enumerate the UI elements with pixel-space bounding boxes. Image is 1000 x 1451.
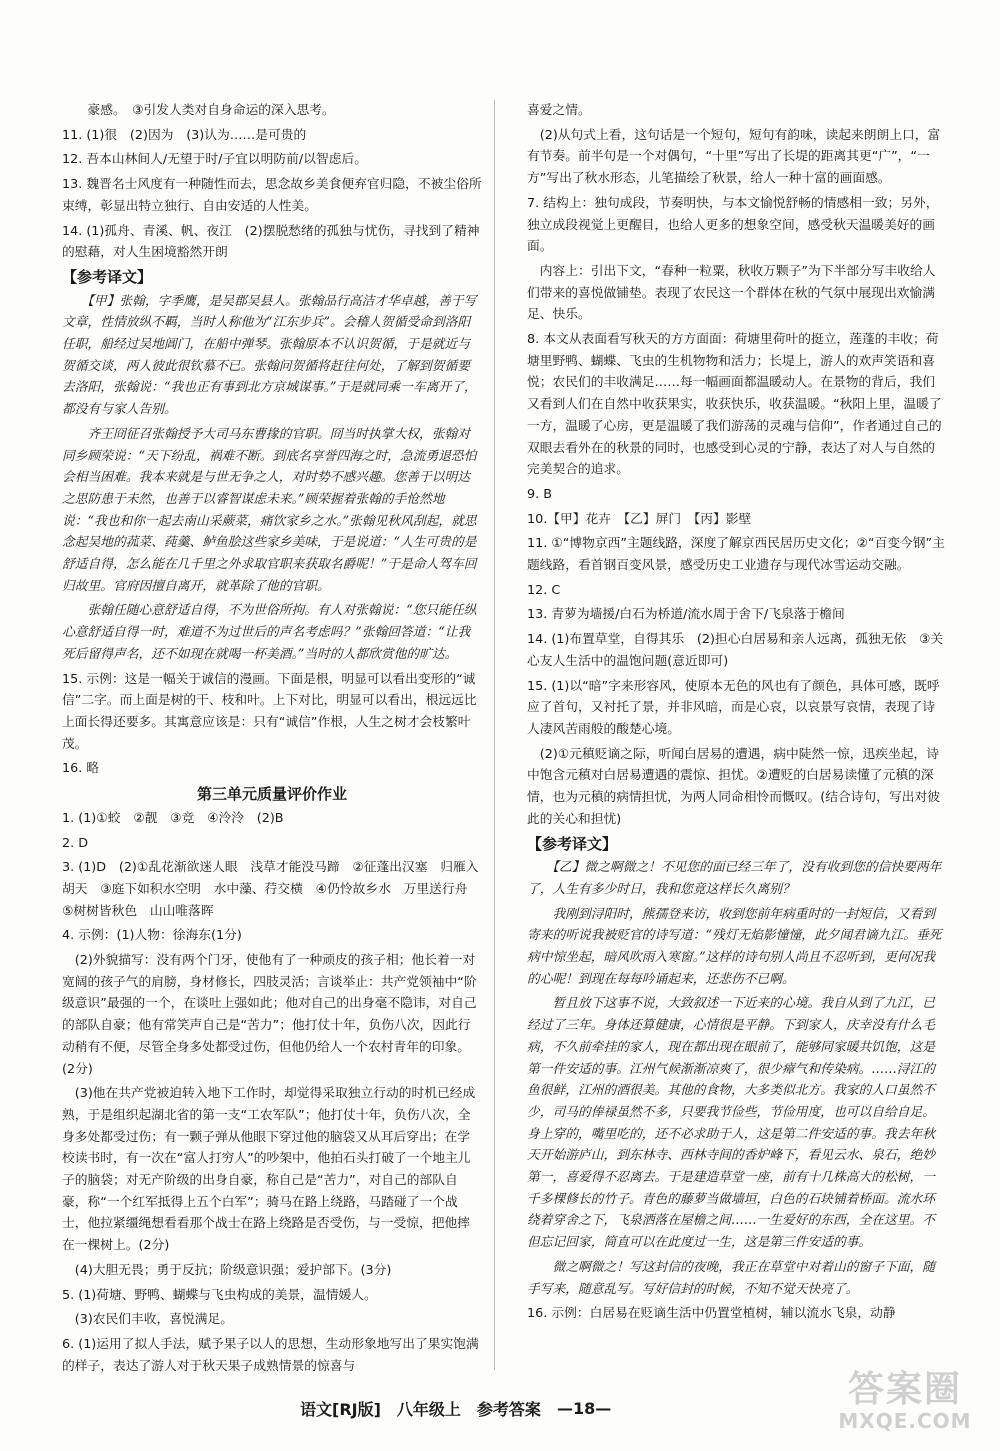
answer-item: 15. (1)以“暗”字来形容风，使原本无色的风也有了颜色，具体可感，既呼应了首句，又衬托了景，并非风暗，而是心哀，以哀景写哀情，表现了诗人凄风苦雨般的酸楚心境。 [527,678,940,737]
answer-item: 7. 结构上：独句成段，节奏明快，与本文愉悦舒畅的情感相一致；另外，独立成段视觉上更醒目，也给人更多的想象空间，感受秋天温暖美好的画面。 [527,195,939,255]
answer-item: 8. 本文从表面看写秋天的方方面面：荷塘里荷叶的挺立，莲蓬的丰收；荷塘里野鸭、蝴蝶、飞虫的生机物物和活力；长堤上，游人的欢声笑语和喜悦；农民们的丰收满足……每一幅画面都温暖动人。在景物的背后，我们又看到人们在自然中收获果实，收获快乐，收获温暖。“秋阳上里，温暖了一方，温暖了心房，更是温暖了我们游荡的灵魂与信仰”，作者通过自己的双眼去看外在的秋景的同时，也感受到心灵的宁静，表达了对人与自然的完美契合的追求。 [527,332,942,478]
answer-item: 13. 青萝为墙援/白石为桥道/流水周于舍下/飞泉落于檐间 [527,607,845,623]
answer-item: 11. ①“博物京西”主题线路，深度了解京西民居历史文化；②“百变今钢”主题线路，看首钢百变风景，感受历史工业遗存与现代冰雪运动交融。 [527,536,945,574]
unit-title: 第三单元质量评价作业 [196,785,347,804]
answer-item: 内容上：引出下文，“春种一粒粟，秋收万颗子”为下半部分写丰收给人们带来的喜悦做铺垫。表现了农民这一个群体在秋的气氛中展现出欢愉满足、快乐。 [527,263,936,323]
watermark-domain: MXQE.COM [838,1409,972,1433]
footer-subject: 语文[RJ版] [300,1400,381,1419]
answer-item: 喜爱之情。 [527,103,591,118]
answer-item: (2)①元稹贬谪之际，听闻白居易的遭遇，病中陡然一惊，迅疾坐起，诗中饱含元稹对白居易遭遇的震惊、担忧。②遭贬的白居易读懂了元稹的深情，也为元稹的病情担忧，为两人同命相怜而慨叹。(结合诗句，写出对彼此的关心和担忧) [527,746,940,827]
answer-item: 9. B [527,486,552,502]
translation-paragraph: 齐王冏征召张翰授予大司马东曹掾的官职。冏当时执掌大权，张翰对同乡顾荣说：“天下纷乱，祸难不断。到底名享誉四海之时，急流勇退恐怕会相当困难。我本来就是与世无争之人，对时势不感兴趣。您善于以明达之思防患于未然，也善于以睿智谋虑未来。”顾荣握着张翰的手怆然地说：“我也和你一起去南山采蕨菜，痛饮家乡之水。”张翰见秋风刮起，就思念起吴地的菰菜、莼羹、鲈鱼脍这些家乡美味，于是说道：“人生可贵的是舒适自得，怎么能在几千里之外求取官职来获取名爵呢！”于是命人驾车回归故里。官府因擅自离开，就革除了他的官职。 [62,426,477,594]
answer-item: (3)农民们丰收，喜悦满足。 [62,1312,234,1328]
translation-paragraph: 我刚到浔阳时，熊孺登来访，收到您前年病重时的一封短信，又看到寄来的听说我被贬官的诗写道：“残灯无焰影憧憧，此夕闻君谪九江。垂死病中惊坐起，暗风吹雨入寒窗。”这样的诗句别人尚且不忍听到，更何况我的心呢！到现在每每吟诵起来，还悲伤不已啊。 [527,906,942,987]
answer-item: 4. 示例：(1)人物：徐海东(1分) [62,928,242,944]
answer-item: 12. C [527,582,561,598]
answer-item: 1. (1)①蛟 ②靓 ③竞 ④泠泠 (2)B [62,810,284,826]
answer-item: (4)大胆无畏；勇于反抗；阶级意识强；爱护部下。(3分) [62,1262,392,1278]
answer-item: 豪感。 ③引发人类对自身命运的深入思考。 [62,103,335,118]
section-heading: 【参考译文】 [62,267,153,286]
column-divider [494,100,495,1370]
answer-item: 11. (1)很 (2)因为 (3)认为……是可贵的 [62,127,307,143]
answer-item: (2)外貌描写：没有两个门牙，使他有了一种顽皮的孩子相；他长着一对宽阔的孩子气的肩膀，身材修长，四肢灵活；言谈举止：共产党领袖中“阶级意识”最强的一个，在谈吐上强如此；他对自己的出身毫不隐讳，对自己的部队自豪；他有常笑声自己是“苦力”；他打仗十年，负伤八次，因此行动稍有不便，尽管全身多处都受过伤，但他仍给人一个农村青年的印象。(2分) [62,953,477,1077]
answer-item: 6. (1)运用了拟人手法，赋予果子以人的思想，生动形象地写出了果实饱满的样子，表达了游人对于秋天果子成熟情景的惊喜与 [62,1336,479,1374]
section-heading: 【参考译文】 [527,834,618,853]
site-watermark [830,1370,980,1440]
answer-item: 12. 吾本山林间人/无望于时/子宜以明防前/以智虑后。 [62,152,367,168]
answer-item: 16. 略 [62,761,100,777]
page-footer [300,1397,720,1420]
footer-grade: 八年级上 [396,1400,461,1419]
answer-item: 16. 示例：白居易在贬谪生活中仍置堂植树，辅以流水飞泉，动静 [527,1306,896,1322]
translation-paragraph: 张翰任随心意舒适自得，不为世俗所拘。有人对张翰说：“您只能任纵心意舒适自得一时，难道不为过世后的声名考虑吗？”张翰回答道：“让我死后留得声名，还不如现在就喝一杯美酒。”当时的人都欣赏他的旷达。 [62,603,477,662]
answer-item: 14. (1)孤舟、青溪、帆、夜江 (2)摆脱愁绪的孤独与忧伤，寻找到了精神的慰藉，对人生困境豁然开朗 [62,223,480,261]
page-number: —18— [556,1399,612,1418]
left-column [62,100,482,1380]
translation-paragraph: 【甲】张翰，字季鹰，是吴郡吴县人。张翰品行高洁才华卓越，善于写文章，性情放纵不羁，当时人称他为“江东步兵”。会稽人贺循受命到洛阳任职，船经过吴地阊门，在船中弹琴。张翰原本不认识贺循，于是就近与贺循交谈，两人彼此很钦慕不已。张翰问贺循将赶往何处，了解到贺循要去洛阳，张翰说：“我也正有事到北方京城谋事。”于是就同乘一车离开了，都没有与家人告别。 [62,293,477,418]
watermark-logo-text: 答案圈 [847,1369,962,1410]
answer-item: 13. 魏晋名士风度有一种随性而去，思念故乡美食便弃官归隐，不被尘俗所束缚，彰显出特立独行、自由安适的人性美。 [62,177,482,214]
answer-item: 3. (1)D (2)①乱花渐欲迷人眼 浅草才能没马蹄 ②征蓬出汉塞 归雁入胡天 ③庭下如积水空明 水中藻、荇交横 ④仍怜故乡水 万里送行舟 ⑤树树皆秋色 山山唯落晖 [62,860,481,919]
answer-item: (2)从句式上看，这句话是一个短句，短句有韵味，读起来朗朗上口，富有节奏。前半句是一个对偶句，“十里”写出了长堤的距离其更“广”，“一方”写出了秋水形态，儿笔描绘了秋景，给人一种十富的画面感。 [527,127,941,187]
answer-item: 2. D [62,835,89,851]
translation-paragraph: 暂且放下这事不说，大致叙述一下近来的心境。我自从到了九江，已经过了三年。身体还算健康，心情很是平静。下到家人，庆幸没有什么毛病，不久前牵挂的家人，现在都出现在眼前了，能够同家暖共饥饱，这是第一件安适的事。江州气候渐渐凉爽了，很少瘴气和传染病。……浔江的鱼很鲜，江州的酒很美。其他的食物，大多类似北方。我家的人口虽然不少，司马的俸禄虽然不多，只要我节俭些，节俭用度，也可以自给自足。身上穿的，嘴里吃的，还不必求助于人，这是第二件安适的事。我去年秋天开始游庐山，到东林寺、西林寺间的香炉峰下，看见云水、泉石，绝妙第一，喜爱得不忍离去。于是建造草堂一座，前有十几株高大的松树，一千多棵修长的竹子。青色的藤萝当做墙垣，白色的石块铺着桥面。流水环绕着穿舍之下，飞泉洒落在屋檐之间……一生爱好的东西，全在这里。不但忘记回家，简直可以在此度过一生，这是第三件安适的事。 [527,996,935,1251]
translation-paragraph: 【乙】微之啊微之！不见您的面已经三年了，没有收到您的信快要两年了，人生有多少时日，我和您竟这样长久离别？ [527,860,942,897]
right-column [527,100,947,1328]
translation-paragraph: 微之啊微之！写这封信的夜晚，我正在草堂中对着山的窗子下面，随手写来，随意乱写。写好信封的时候，不知不觉天快亮了。 [527,1259,935,1297]
answer-item: (3)他在共产党被迫转入地下工作时，却觉得采取独立行动的时机已经成熟，于是组织起湖北省的第一支“工农军队”；他打仗十年，负伤八次，全身多处都受过伤；有一颗子弹从他眼下穿过他的脑袋又从耳后穿出；在学校读书时，有一次在“富人打穷人”的吵架中，他拍石头打破了一个地主儿子的脑袋；对无产阶级的出身自豪，称自己是“苦力”，对自己的部队自豪，称“一个红军抵得上五个白军”；骑马在路上绕路，马踏碰了一个战士，他拉紧缰绳想看看那个战士在路上绕路是否受伤，与一受惊，把他摔在一棵树上。(2分) [62,1086,476,1254]
answer-item: 14. (1)布置草堂，自得其乐 (2)担心白居易和亲人远离，孤独无依 ③关心友人生活中的温饱问题(意近即可) [527,632,944,669]
answer-item: 5. (1)荷塘、野鸭、蝴蝶与飞虫构成的美景，温情媛人。 [62,1287,377,1303]
answer-item: 15. 示例：这是一幅关于诚信的漫画。下面是根，明显可以看出变形的“诚信”二字。而上面是树的干、枝和叶。上下对比，明显可以看出，根远远比上面长得还要多。其寓意应该是：只有“诚信”作根，人生之树才会枝繁叶茂。 [62,671,477,752]
footer-section: 参考答案 [476,1400,541,1419]
answer-item: 10.【甲】花卉 【乙】屏门 【丙】影壁 [527,511,752,527]
